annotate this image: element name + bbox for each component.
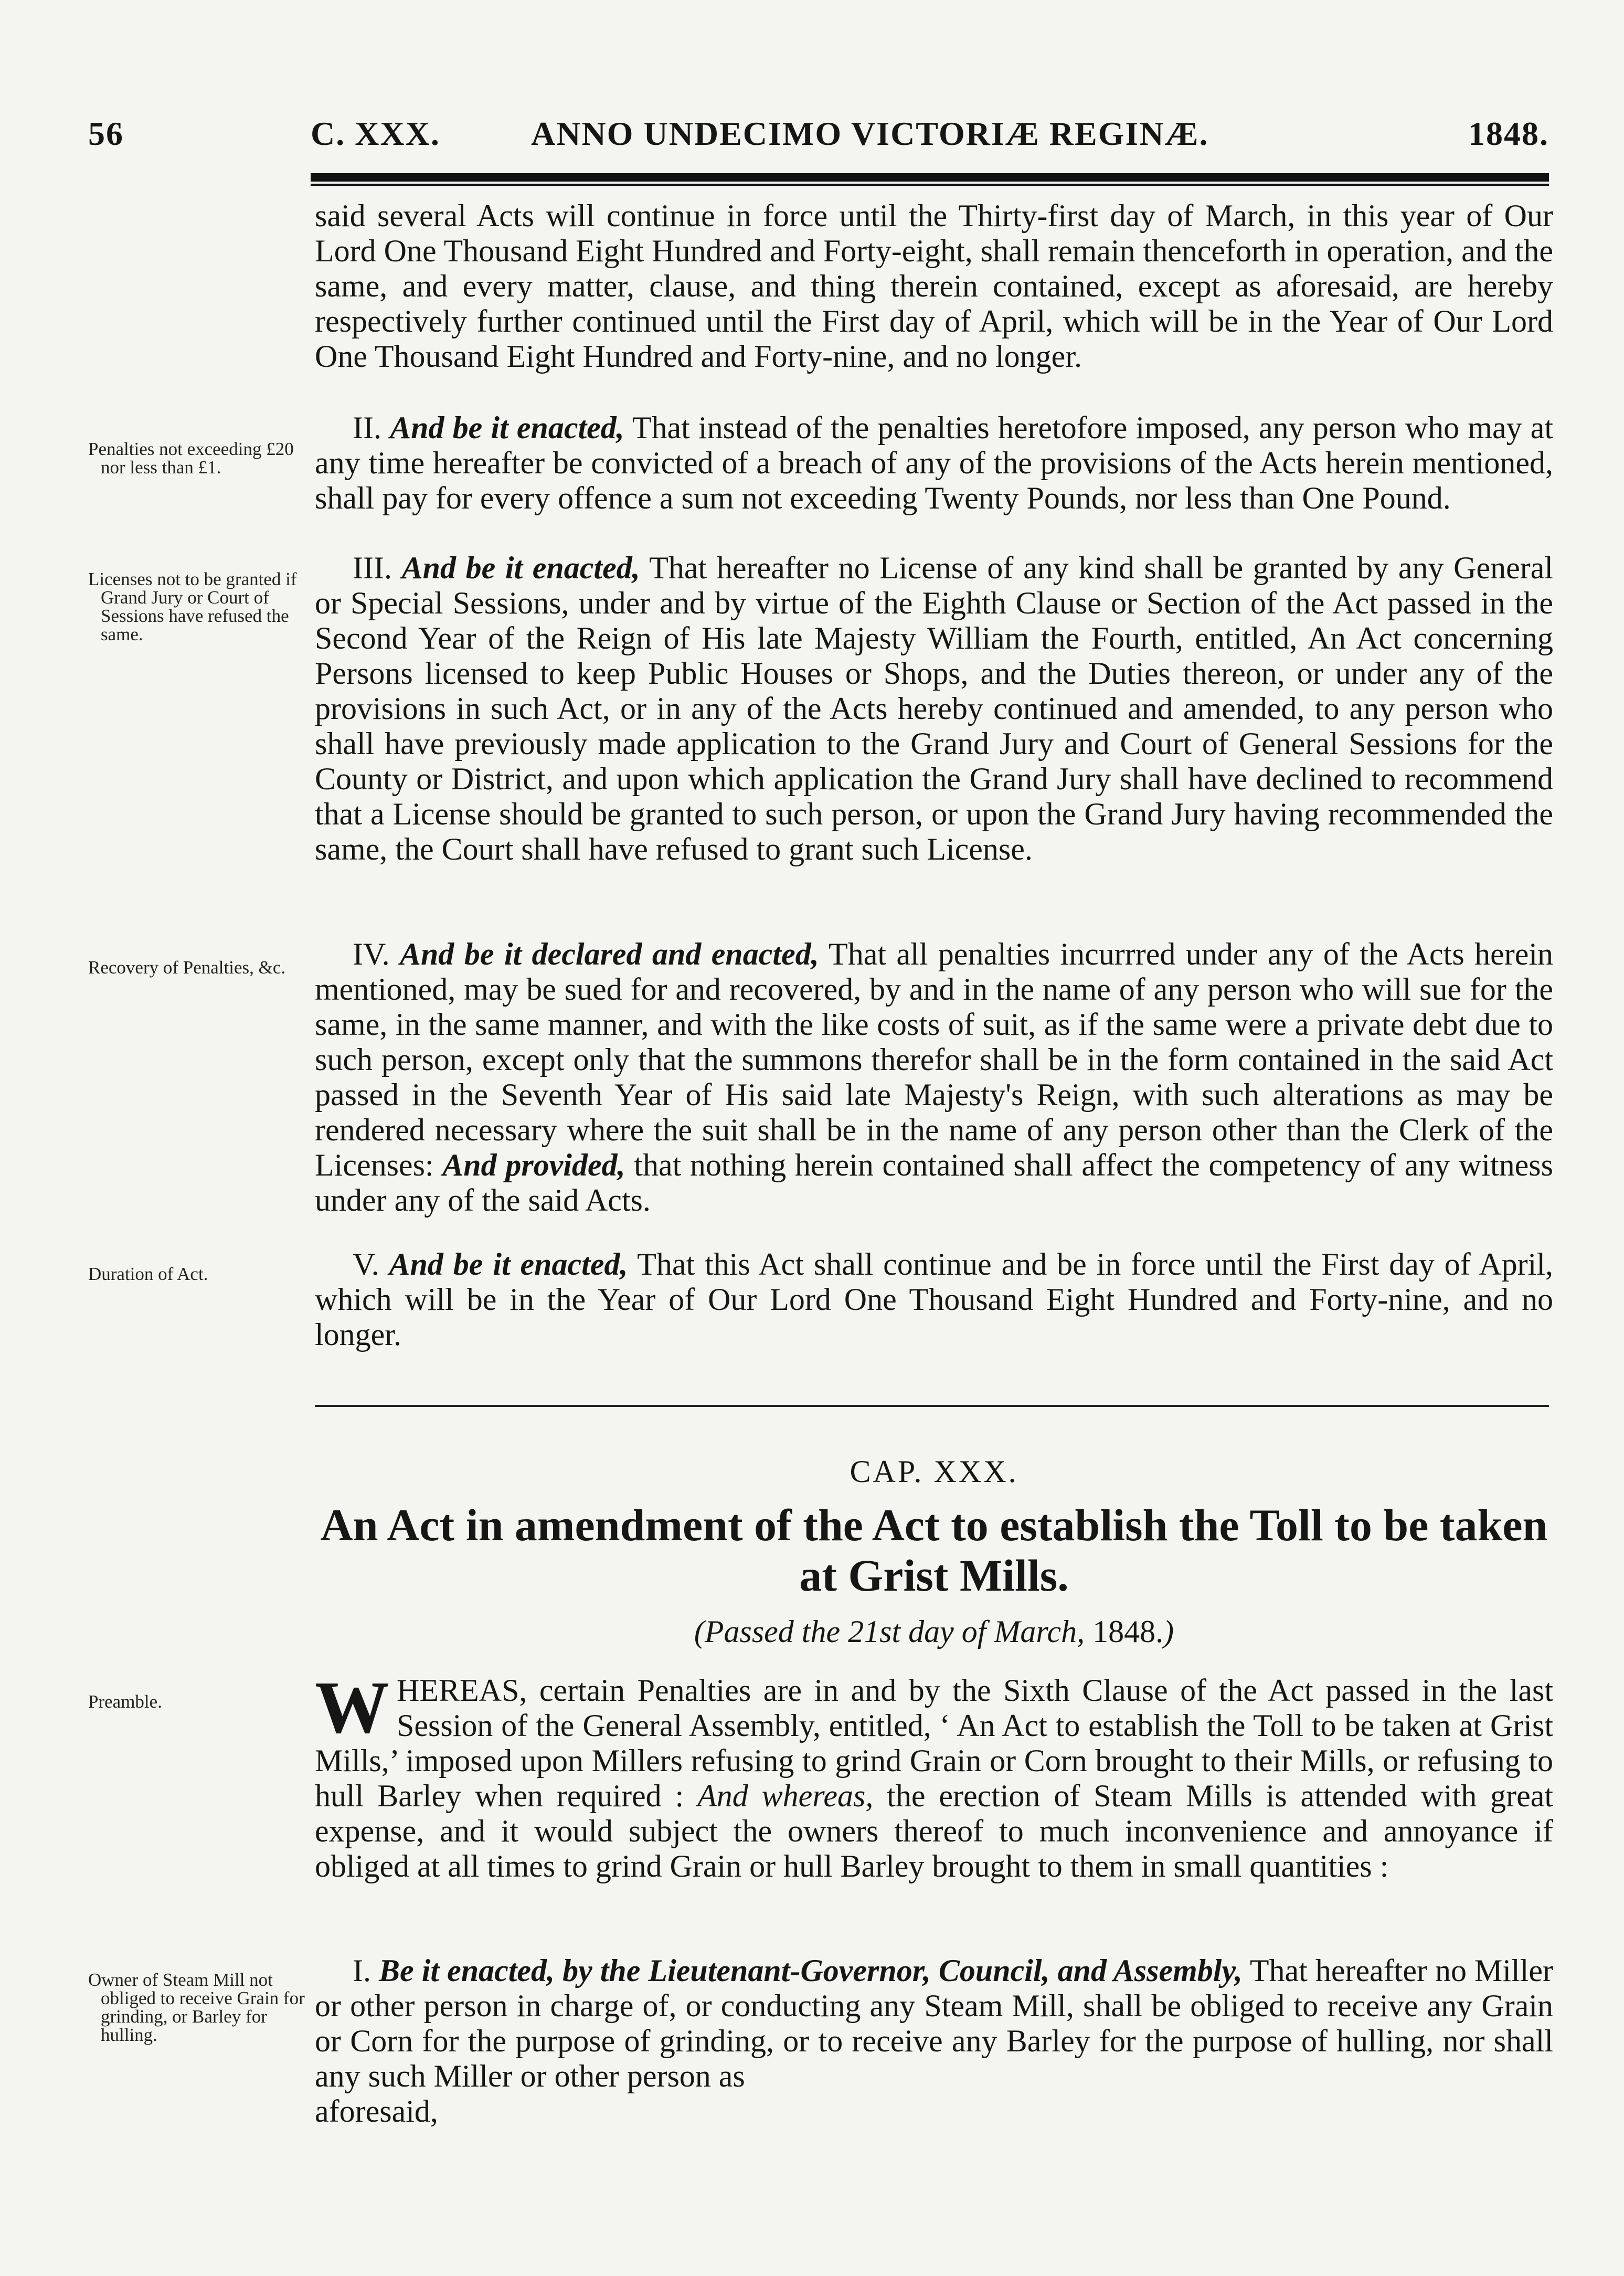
section-3 [315, 551, 1553, 867]
running-title: ANNO UNDECIMO VICTORIÆ REGINÆ. [531, 115, 1209, 152]
header-year: 1848. [1468, 115, 1549, 152]
preamble-text-a: HEREAS, certain Penalties are in and by the Sixth Clause of the Act passed in the last Session of the General Assembly, entitled, ‘ An Act to establish the Toll to be taken at Grist Mills,’ imposed upon Millers refusing to grind Grain or Corn brought to their Mills, or refusing to hull Barley when required : [315, 1673, 1553, 1813]
catchword: aforesaid, [315, 2094, 438, 2129]
header-rule-thin [311, 184, 1549, 186]
section-3-intro: And be it enacted, [401, 551, 640, 585]
page-number: 56 [88, 115, 124, 152]
margin-note-penalties: Penalties not exceeding £20 nor less than £1. [88, 439, 294, 478]
section-1 [315, 1953, 1553, 2129]
section-4-text-a: That all penalties incurrred under any of the Acts herein mentioned, may be sued for and recovered, by and in the name of any person who will sue for the same, in the same manner, and with the like costs of suit, as if the same were a private debt due to such person, except only that the summons therefor shall be in the form contained in the said Act passed in the Seventh Year of His said late Majesty's Reign, with such alterations as may be rendered necessary where the suit shall be in the name of any person other than the Clerk of the Licenses: [315, 937, 1553, 1182]
section-2-text: That instead of the penalties heretofore imposed, any person who may at any time hereafter be convicted of a breach of any of the provisions of the Acts herein mentioned, shall pay for every offence a sum not exceeding Twenty Pounds, nor less than One Pound. [315, 410, 1554, 515]
section-4-number: IV. [353, 937, 390, 971]
section-5 [315, 1247, 1553, 1352]
passed-year: 1848. [1092, 1614, 1164, 1649]
section-5-intro: And be it enacted, [389, 1247, 628, 1282]
section-1-intro: Be it enacted, by the Lieutenant-Governor, Council, and Assembly, [379, 1953, 1243, 1988]
margin-note-licenses: Licenses not to be granted if Grand Jury or Court of Sessions have refused the same. [88, 569, 297, 644]
header-rule-thick [311, 173, 1549, 182]
margin-note-steam-mill: Owner of Steam Mill not obliged to receive Grain for grinding, or Barley for hulling. [88, 1970, 305, 2045]
preamble-text-b: the erection of Steam Mills is attended with great expense, and it would subject the owners thereof to much inconvenience and annoyance if obliged at all times to grind Grain or hull Barley brought to them in small quantities : [315, 1779, 1554, 1883]
preamble [315, 1666, 1554, 1884]
act-separator [315, 1405, 1549, 1407]
continuation-paragraph [315, 198, 1553, 374]
section-5-text: That this Act shall continue and be in force until the First day of April, which will be in the Year of Our Lord One Thousand Eight Hundred and Forty-nine, and no longer. [315, 1247, 1553, 1352]
margin-note-recovery: Recovery of Penalties, &c. [88, 957, 286, 978]
section-1-number: I. [353, 1953, 371, 1988]
continuation-text: said several Acts will continue in force until the Thirty-first day of March, in this year of Our Lord One Thousand Eight Hundred and Forty-eight, shall remain thenceforth in operation, and the same, and every matter, clause, and thing therein contained, except as aforesaid, are hereby respectively further continued until the First day of April, which will be in the Year of Our Lord One Thousand Eight Hundred and Forty-nine, and no longer. [315, 198, 1553, 374]
act-title: An Act in amendment of the Act to establish the Toll to be taken at Grist Mills. [320, 1500, 1548, 1601]
passed-label: Passed the 21st day of March, [704, 1614, 1085, 1649]
passed-date: (Passed the 21st day of March, 1848.) [694, 1614, 1174, 1649]
section-2-number: II. [353, 410, 381, 445]
section-5-number: V. [353, 1247, 379, 1282]
section-4-text-b: that nothing herein contained shall affect the competency of any witness under any of the said Acts. [315, 1148, 1553, 1218]
section-2 [315, 410, 1553, 516]
section-3-text: That hereafter no License of any kind shall be granted by any General or Special Sessions, under and by virtue of the Eighth Clause or Section of the Act passed in the Second Year of the Reign of His late Majesty William the Fourth, entitled, An Act concerning Persons licensed to keep Public Houses or Shops, and the Duties thereon, or under any of the provisions in such Act, or in any of the Acts hereby continued and amended, to any person who shall have previously made application to the Grand Jury and Court of General Sessions for the County or District, and upon which application the Grand Jury shall have declined to recommend that a License should be granted to such person, or upon the Grand Jury having recommended the same, the Court shall have refused to grant such License. [315, 551, 1554, 866]
section-4-proviso: And provided, [442, 1148, 625, 1182]
margin-note-preamble: Preamble. [88, 1691, 162, 1712]
section-4 [315, 937, 1553, 1218]
drop-cap: W [315, 1666, 389, 1749]
chapter-label: C. XXX. [311, 115, 440, 152]
section-1-text: That hereafter no Miller or other person in charge of, or conducting any Steam Mill, shall be obliged to receive any Grain or Corn for the purpose of grinding, or to receive any Barley for the purpose of hulling, nor shall any such Miller or other person as [315, 1953, 1554, 2093]
section-3-number: III. [353, 551, 392, 585]
preamble-whereas: And whereas, [697, 1779, 874, 1813]
section-4-intro: And be it declared and enacted, [400, 937, 819, 971]
section-2-intro: And be it enacted, [390, 410, 624, 445]
cap-heading: CAP. XXX. [850, 1454, 1018, 1489]
margin-note-duration: Duration of Act. [88, 1264, 208, 1284]
